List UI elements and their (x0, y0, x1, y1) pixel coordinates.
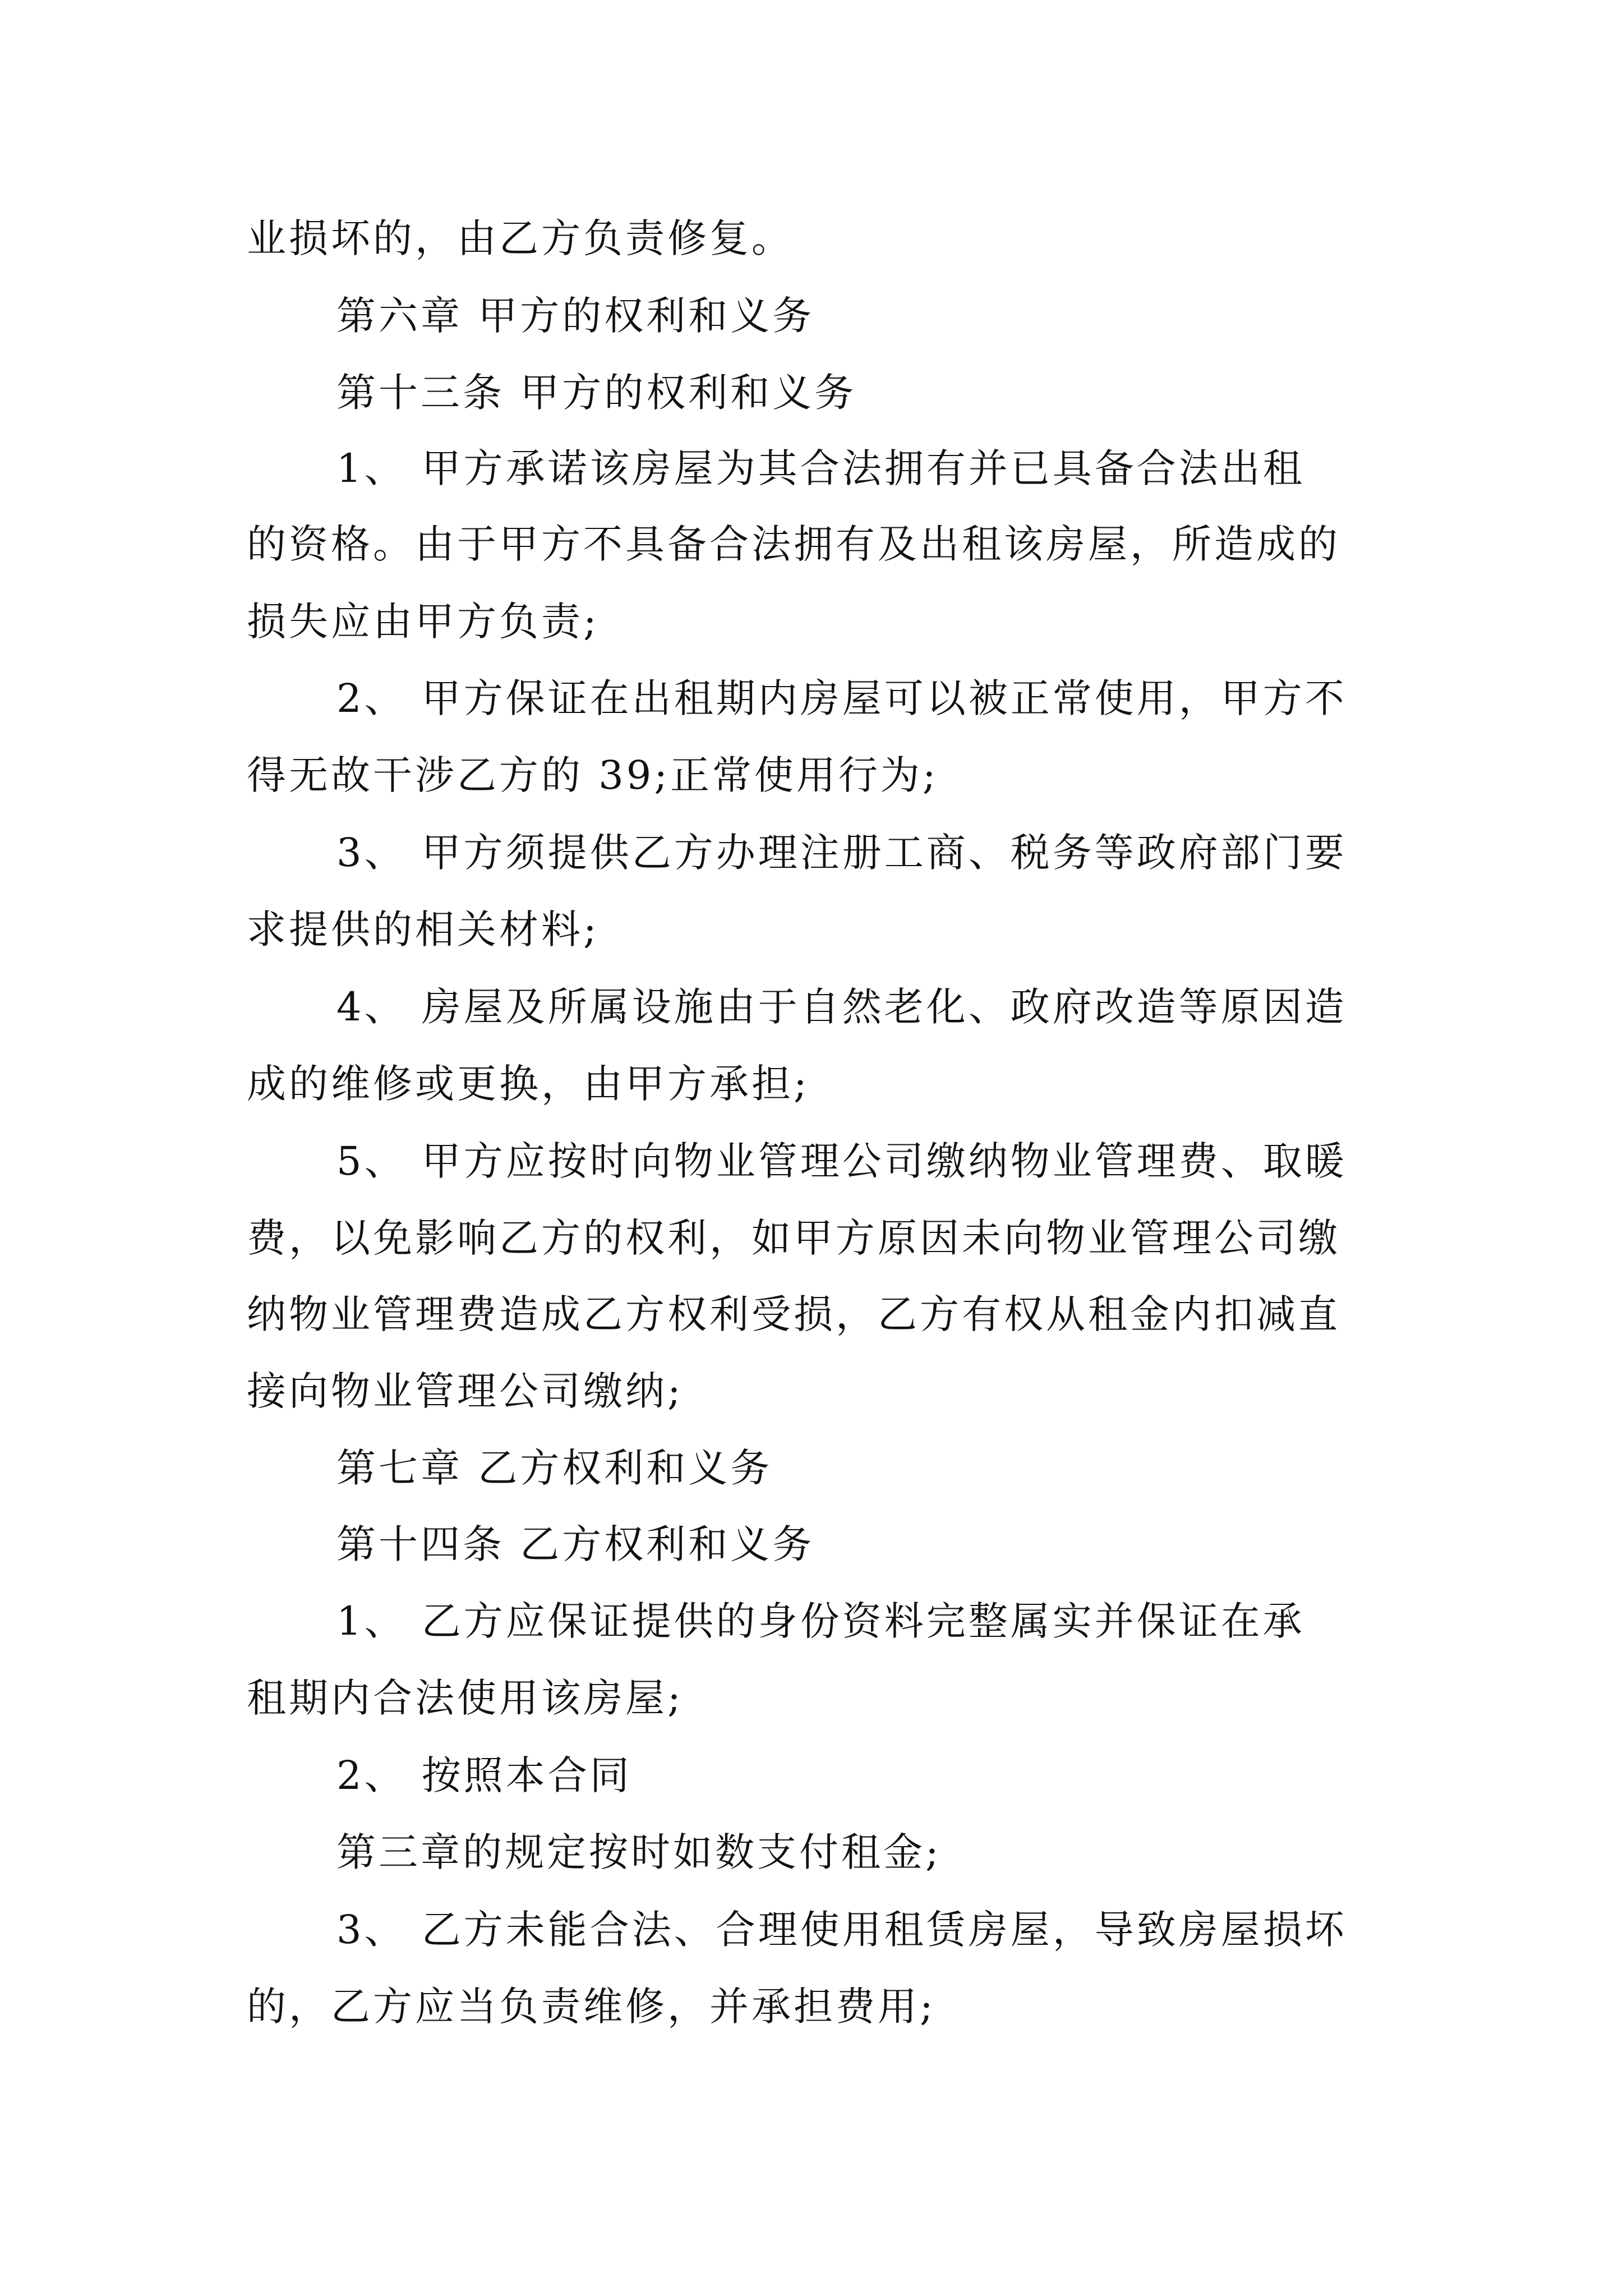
article-heading: 第十四条 乙方权利和义务 (336, 1521, 815, 1567)
text-line: 纳物业管理费造成乙方权利受损，乙方有权从租金内扣减直 (247, 1291, 1340, 1337)
text-line: 1、 乙方应保证提供的身份资料完整属实并保证在承 (336, 1598, 1305, 1644)
text-line: 的资格。由于甲方不具备合法拥有及出租该房屋，所造成的 (247, 521, 1340, 567)
text-line: 接向物业管理公司缴纳; (247, 1368, 684, 1414)
text-line: 1、 甲方承诺该房屋为其合法拥有并已具备合法出租 (336, 445, 1305, 491)
text-line: 的，乙方应当负责维修，并承担费用; (247, 1984, 936, 2030)
text-line: 2、 按照本合同 (336, 1752, 632, 1798)
text-line: 业损坏的，由乙方负责修复。 (247, 215, 794, 261)
text-line: 成的维修或更换，由甲方承担; (247, 1061, 810, 1107)
text-line: 2、 甲方保证在出租期内房屋可以被正常使用，甲方不 (336, 675, 1347, 721)
text-line: 费，以免影响乙方的权利，如甲方原因未向物业管理公司缴 (247, 1215, 1340, 1261)
text-line: 租期内合法使用该房屋; (247, 1675, 684, 1721)
text-line: 3、 甲方须提供乙方办理注册工商、税务等政府部门要 (336, 830, 1347, 876)
text-line: 3、 乙方未能合法、合理使用租赁房屋，导致房屋损坏 (336, 1907, 1347, 1953)
text-line: 5、 甲方应按时向物业管理公司缴纳物业管理费、取暖 (336, 1138, 1347, 1184)
text-line: 第三章的规定按时如数支付租金; (336, 1829, 942, 1875)
chapter-heading: 第七章 乙方权利和义务 (336, 1445, 773, 1491)
text-line: 得无故干涉乙方的 39;正常使用行为; (247, 752, 939, 798)
chapter-heading: 第六章 甲方的权利和义务 (336, 293, 815, 339)
text-line: 4、 房屋及所属设施由于自然老化、政府改造等原因造 (336, 984, 1347, 1030)
article-heading: 第十三条 甲方的权利和义务 (336, 370, 857, 416)
text-line: 求提供的相关材料; (247, 907, 600, 953)
text-line: 损失应由甲方负责; (247, 599, 600, 645)
